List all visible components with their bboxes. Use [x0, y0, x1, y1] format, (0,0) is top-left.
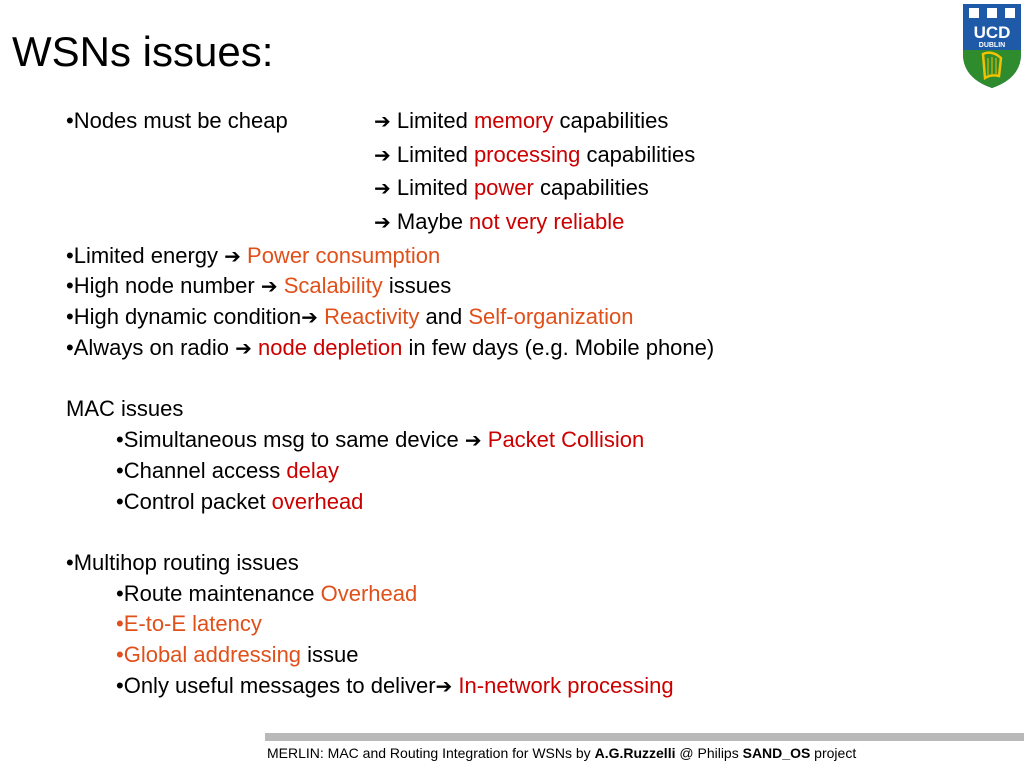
- svg-text:UCD: UCD: [973, 23, 1011, 42]
- arrow-icon: ➔: [374, 145, 391, 167]
- bullet-limited-energy: •Limited energy ➔ Power consumption: [66, 243, 441, 268]
- arrow-icon: ➔: [435, 676, 453, 698]
- routing-item-addressing: •Global addressing issue: [116, 642, 359, 667]
- footer-bar: [265, 733, 1024, 741]
- bullet-high-dynamic: •High dynamic condition➔ Reactivity and Self-organization: [66, 304, 634, 329]
- routing-heading: •Multihop routing issues: [66, 550, 299, 575]
- arrow-icon: ➔: [235, 338, 252, 360]
- mac-item-collision: •Simultaneous msg to same device ➔ Packet Collision: [116, 427, 645, 452]
- mac-issues-heading: MAC issues: [66, 396, 184, 421]
- footer-text: MERLIN: MAC and Routing Integration for WSNs by A.G.Ruzzelli @ Philips SAND_OS project: [267, 745, 857, 761]
- cheap-consequence-memory: ➔ Limited memory capabilities: [374, 108, 669, 133]
- arrow-icon: ➔: [260, 276, 278, 298]
- mac-item-delay: •Channel access delay: [116, 458, 339, 483]
- cheap-consequence-processing: ➔ Limited processing capabilities: [374, 142, 696, 167]
- mac-item-overhead: •Control packet overhead: [116, 489, 364, 514]
- slide-title: WSNs issues:: [12, 28, 274, 75]
- cheap-consequence-power: ➔ Limited power capabilities: [374, 175, 649, 200]
- bullet-high-node-number: •High node number ➔ Scalability issues: [66, 273, 452, 298]
- bullet-nodes-cheap: •Nodes must be cheap: [66, 108, 288, 133]
- arrow-icon: ➔: [374, 212, 391, 234]
- arrow-icon: ➔: [301, 307, 318, 329]
- routing-item-maintenance: •Route maintenance Overhead: [116, 581, 418, 606]
- routing-item-useful: •Only useful messages to deliver➔ In-network processing: [116, 673, 674, 698]
- arrow-icon: ➔: [374, 111, 391, 133]
- ucd-crest-logo: [961, 2, 1023, 90]
- routing-item-latency: •E-to-E latency: [116, 611, 262, 636]
- arrow-icon: ➔: [374, 178, 391, 200]
- cheap-consequence-reliable: ➔ Maybe not very reliable: [374, 209, 625, 234]
- bullet-always-on-radio: •Always on radio ➔ node depletion in few days (e.g. Mobile phone): [66, 335, 715, 360]
- arrow-icon: ➔: [464, 430, 482, 452]
- svg-text:DUBLIN: DUBLIN: [978, 42, 1006, 49]
- arrow-icon: ➔: [224, 246, 241, 268]
